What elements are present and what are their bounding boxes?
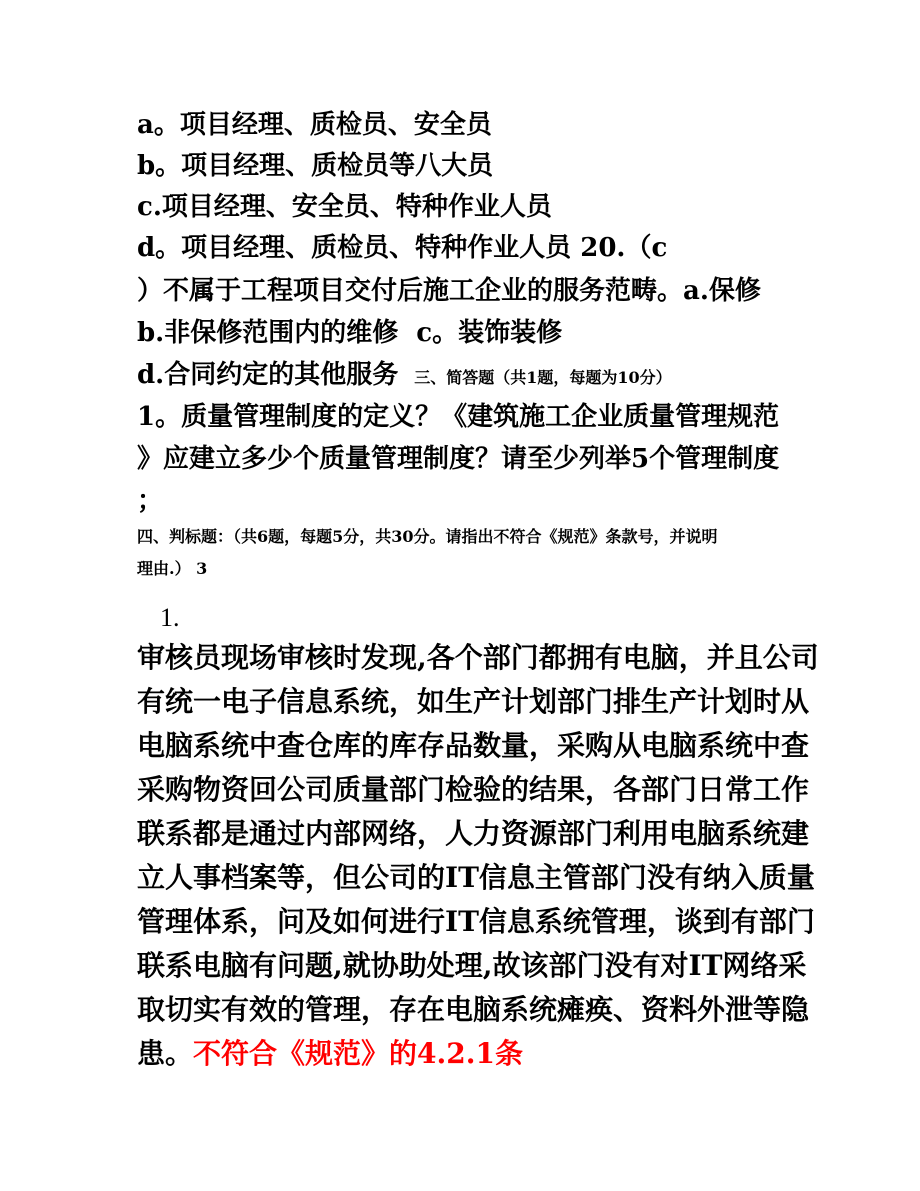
section-3-heading: 三、简答题（共1题，每题为10分） <box>414 368 672 387</box>
answer-text: 不符合《规范》的4.2.1条 <box>193 1037 523 1070</box>
paragraph-last-text: 患。 <box>137 1037 194 1070</box>
paragraph-line: 有统一电子信息系统，如生产计划部门排生产计划时从 <box>137 685 810 718</box>
short-answer-q1-line-1: 1。质量管理制度的定义？《建筑施工企业质量管理规范 <box>137 402 780 432</box>
option-c-line: c.项目经理、安全员、特种作业人员 <box>137 192 552 222</box>
question-20-stem: ）不属于工程项目交付后施工企业的服务范畴。a.保修 <box>137 276 761 306</box>
paragraph-line: 联系都是通过内部网络，人力资源部门利用电脑系统建 <box>137 817 810 850</box>
section-4-heading-line-1: 四、判标题：（共6题，每题5分，共30分。请指出不符合《规范》条款号，并说明 <box>137 527 718 546</box>
question-20-option-d-row <box>137 355 672 398</box>
section-4-heading-line-2: 理由.） 3 <box>137 559 208 578</box>
paragraph-line: 采购物资回公司质量部门检验的结果，各部门日常工作 <box>137 773 810 806</box>
paragraph-line: 联系电脑有问题,就协助处理,故该部门没有对IT网络采 <box>137 949 807 982</box>
option-b-line: b。项目经理、质检员等八大员 <box>137 151 494 181</box>
paragraph-last-line <box>137 1032 797 1076</box>
paragraph-line: 审核员现场审核时发现,各个部门都拥有电脑，并且公司 <box>137 641 819 674</box>
question-20-option-b: b.非保修范围内的维修 <box>137 318 399 348</box>
paragraph-line: 取切实有效的管理，存在电脑系统瘫痪、资料外泄等隐 <box>137 993 810 1026</box>
question-20-options <box>137 313 562 353</box>
paragraph-line: 电脑系统中查仓库的库存品数量，采购从电脑系统中查 <box>137 729 810 762</box>
option-a-line: a。项目经理、质检员、安全员 <box>137 110 492 140</box>
judgment-item-paragraph <box>137 636 819 1076</box>
short-answer-q1-line-3: ； <box>137 486 164 516</box>
question-20-option-d: d.合同约定的其他服务 <box>137 360 399 390</box>
option-d-line: d。项目经理、质检员、特种作业人员 20.（c <box>137 233 668 263</box>
paragraph-line: 立人事档案等，但公司的IT信息主管部门没有纳入质量 <box>137 861 815 894</box>
short-answer-q1-line-2: 》应建立多少个质量管理制度？请至少列举5个管理制度 <box>137 444 780 474</box>
judgment-item-number: 1. <box>160 603 180 632</box>
question-20-option-c: c。装饰装修 <box>416 318 563 348</box>
paragraph-line: 管理体系，问及如何进行IT信息系统管理，谈到有部门 <box>137 905 815 938</box>
